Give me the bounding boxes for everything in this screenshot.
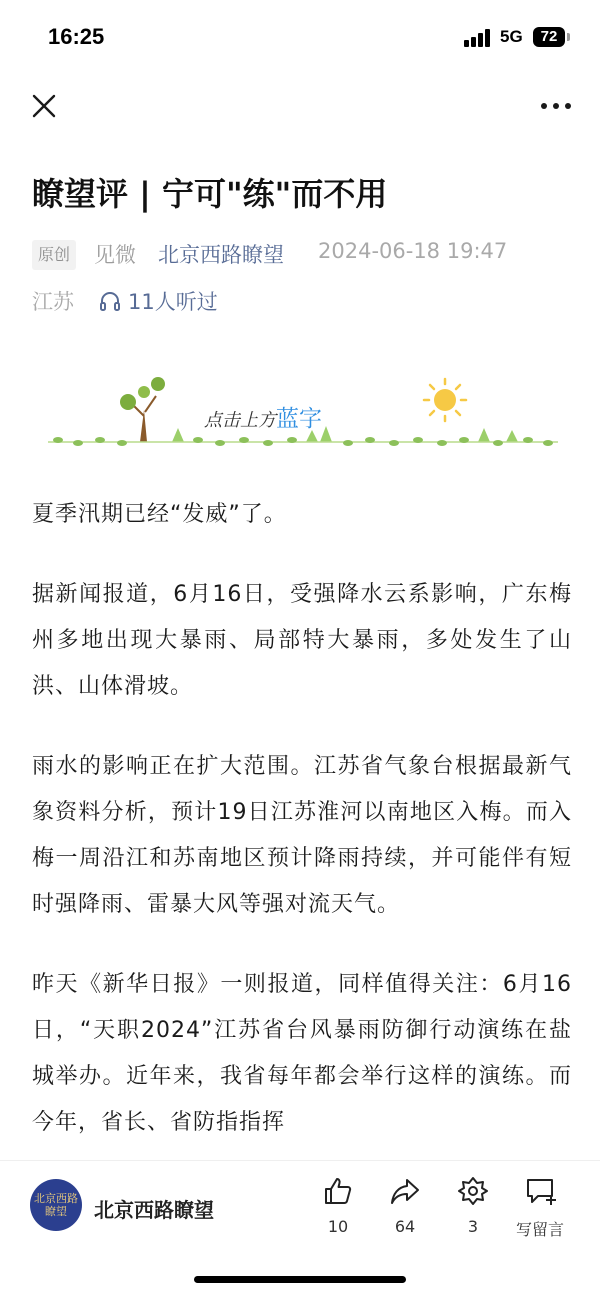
account-link[interactable]: 北京西路瞭望 xyxy=(158,243,284,267)
article-title: 瞭望评 | 宁可"练"而不用 xyxy=(32,175,388,213)
original-badge: 原创 xyxy=(32,240,76,270)
article-body xyxy=(32,492,572,1180)
toolbar-account-name[interactable]: 北京西路瞭望 xyxy=(94,1198,214,1222)
article-meta-2 xyxy=(32,284,432,318)
paragraph: 昨天《新华日报》一则报道，同样值得关注：6月16日，“天职2024”江苏省台风暴雨防御行动演练在盐城举办。近年来，我省每年都会举行这样的演练。而今年，省长、省防指指挥 xyxy=(32,972,572,1135)
banner-caption xyxy=(204,400,322,433)
thumbs-up-icon xyxy=(322,1175,354,1207)
article-meta xyxy=(32,234,572,274)
battery-icon: 72 xyxy=(533,27,565,47)
recommend-icon xyxy=(457,1175,489,1207)
share-count: 64 xyxy=(394,1217,416,1236)
paragraph: 雨水的影响正在扩大范围。江苏省气象台根据最新气象资料分析，预计19日江苏淮河以南地区入梅。而入梅一周沿江和苏南地区预计降雨持续，并可能伴有短时强降雨、雷暴大风等强对流天气。 xyxy=(32,754,572,917)
recommend-count: 3 xyxy=(467,1217,479,1236)
home-indicator[interactable] xyxy=(194,1276,406,1283)
like-count: 10 xyxy=(327,1217,349,1236)
share-icon xyxy=(389,1175,421,1207)
status-time: 16:25 xyxy=(48,24,105,49)
close-icon[interactable] xyxy=(28,90,60,122)
network-label: 5G xyxy=(500,27,523,46)
battery-tip xyxy=(567,33,570,41)
comment-icon xyxy=(524,1175,558,1207)
bottom-toolbar xyxy=(0,1160,600,1254)
banner-text-highlight: 蓝字 xyxy=(276,406,322,432)
author-name: 见微 xyxy=(94,243,136,267)
follow-banner xyxy=(48,370,558,456)
comment-button[interactable] xyxy=(500,1175,580,1245)
banner-text-before: 点击上方 xyxy=(204,410,276,431)
comment-label: 写留言 xyxy=(515,1220,564,1239)
account-avatar[interactable]: 北京西路 瞭望 xyxy=(30,1179,82,1231)
paragraph: 夏季汛期已经“发威”了。 xyxy=(32,502,287,527)
publish-time: 2024-06-18 19:47 xyxy=(318,239,508,263)
listen-count: 11人听过 xyxy=(128,290,218,314)
region-label: 江苏 xyxy=(32,290,74,314)
headphones-icon xyxy=(98,289,122,313)
paragraph: 据新闻报道，6月16日，受强降水云系影响，广东梅州多地出现大暴雨、局部特大暴雨，多处发生了山洪、山体滑坡。 xyxy=(32,582,572,699)
status-bar xyxy=(0,0,600,76)
more-icon[interactable] xyxy=(538,96,574,116)
signal-icon xyxy=(464,29,492,47)
